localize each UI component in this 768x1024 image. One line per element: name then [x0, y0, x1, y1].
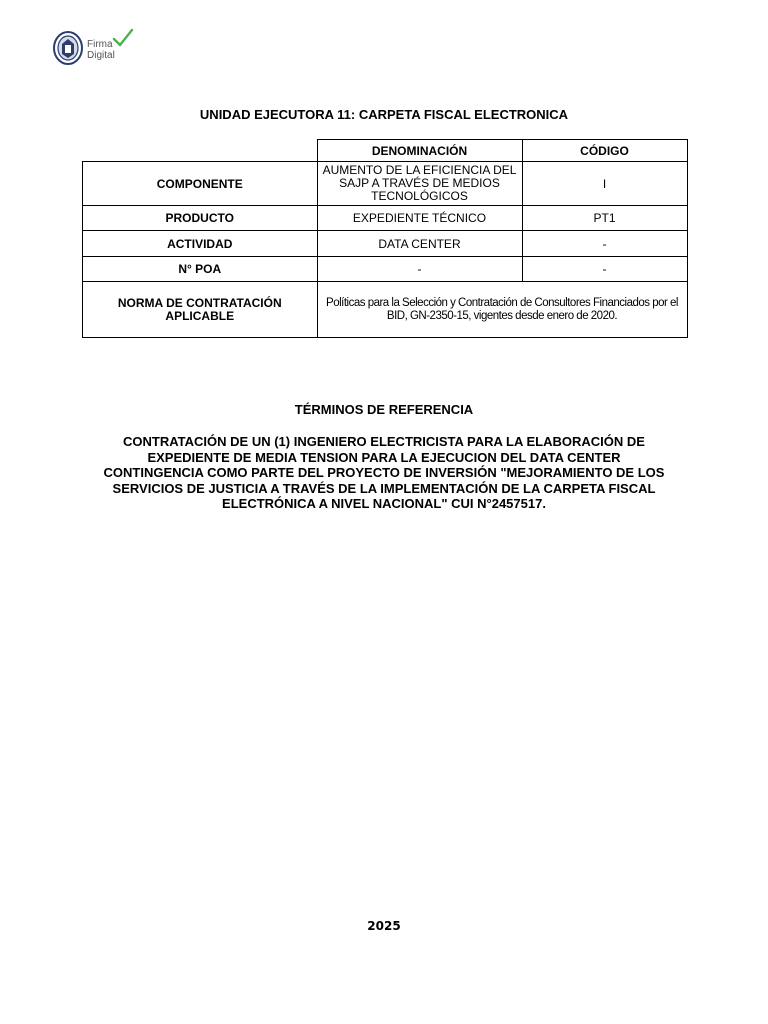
- row-denominacion: EXPEDIENTE TÉCNICO: [317, 206, 522, 231]
- row-label: PRODUCTO: [83, 206, 318, 231]
- info-table: [82, 139, 688, 338]
- blank-cell: [83, 140, 318, 162]
- firma-digital-logo: [52, 28, 142, 70]
- table-row: [83, 162, 688, 206]
- row-denominacion: AUMENTO DE LA EFICIENCIA DEL SAJP A TRAVÉS DE MEDIOS TECNOLÓGICOS: [317, 162, 522, 206]
- row-label: ACTIVIDAD: [83, 231, 318, 257]
- table-header-row: [83, 140, 688, 162]
- row-codigo: I: [522, 162, 687, 206]
- row-codigo: -: [522, 231, 687, 257]
- document-year: 2025: [367, 919, 401, 933]
- row-codigo: -: [522, 257, 687, 282]
- row-label: COMPONENTE: [83, 162, 318, 206]
- row-label: NORMA DE CONTRATACIÓN APLICABLE: [83, 282, 318, 338]
- table-row: [83, 282, 688, 338]
- logo-text-digital: Digital: [87, 50, 115, 61]
- table-row: [83, 206, 688, 231]
- page-title: UNIDAD EJECUTORA 11: CARPETA FISCAL ELECTRONICA: [199, 107, 569, 122]
- row-denominacion: DATA CENTER: [317, 231, 522, 257]
- row-label: N° POA: [83, 257, 318, 282]
- header-denominacion: DENOMINACIÓN: [317, 140, 522, 162]
- logo-text-firma: Firma: [87, 39, 113, 50]
- row-codigo: PT1: [522, 206, 687, 231]
- table-row: [83, 257, 688, 282]
- table-row: [83, 231, 688, 257]
- contract-description: CONTRATACIÓN DE UN (1) INGENIERO ELECTRICISTA PARA LA ELABORACIÓN DE EXPEDIENTE DE MEDIA TENSION PARA LA EJECUCION DEL DATA CENTER CONTINGENCIA COMO PARTE DEL PROYECTO DE INVERSIÓN "MEJORAMIENTO DE LOS SERVICIOS DE JUSTICIA A TRAVÉS DE LA IMPLEMENTACIÓN DE LA CARPETA FISCAL ELECTRÓNICA A NIVEL NACIONAL" CUI N°2457517.: [103, 434, 665, 511]
- terms-heading: TÉRMINOS DE REFERENCIA: [294, 402, 474, 417]
- row-denominacion: -: [317, 257, 522, 282]
- header-codigo: CÓDIGO: [522, 140, 687, 162]
- row-norma-text: Políticas para la Selección y Contratación de Consultores Financiados por el BID, GN-2350-15, vigentes desde enero de 2020.: [317, 282, 687, 338]
- check-icon: [112, 28, 134, 48]
- seal-icon: [52, 30, 84, 66]
